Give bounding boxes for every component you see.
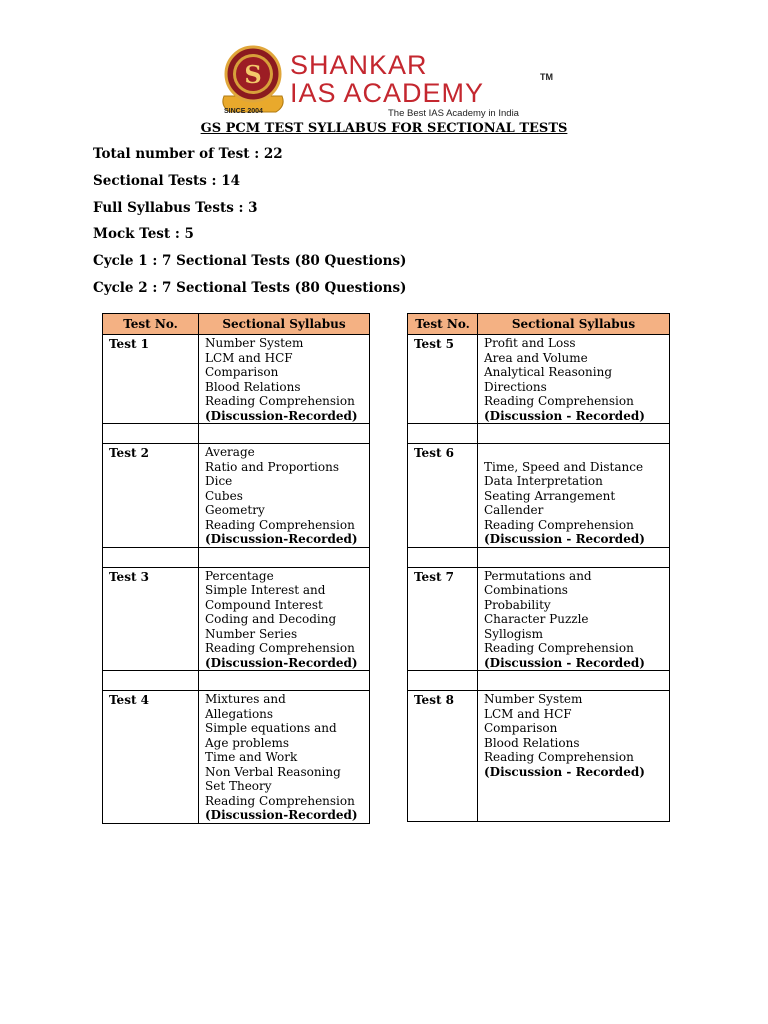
- brand-name-line2: IAS ACADEMY: [290, 78, 485, 108]
- table-row: [408, 444, 670, 548]
- test-number: Test 3: [103, 567, 199, 671]
- table-row: [103, 567, 370, 671]
- syllabus-item: Compound Interest: [205, 597, 323, 612]
- syllabus-item: Allegations: [205, 706, 274, 721]
- syllabus-item: Callender: [484, 503, 544, 517]
- syllabus-item: Coding and Decoding: [205, 612, 337, 626]
- since-label: SINCE 2004: [224, 108, 263, 115]
- full-syllabus-tests-line: Full Syllabus Tests : 3: [93, 200, 258, 216]
- test-number: Test 4: [103, 691, 199, 824]
- syllabus-list: [478, 691, 670, 822]
- cycle-1-line: Cycle 1 : 7 Sectional Tests (80 Questions): [93, 253, 407, 269]
- spacer-row: [408, 671, 670, 691]
- total-tests-line: Total number of Test : 22: [93, 146, 283, 162]
- syllabus-item: Average: [205, 445, 255, 459]
- syllabus-list: [199, 691, 370, 824]
- mock-test-line: Mock Test : 5: [93, 226, 194, 242]
- syllabus-item: Area and Volume: [484, 350, 588, 365]
- syllabus-list: [199, 444, 370, 548]
- sectional-tests-line: Sectional Tests : 14: [93, 173, 241, 189]
- syllabus-item: Analytical Reasoning: [484, 365, 613, 379]
- syllabus-item: Combinations: [484, 583, 568, 597]
- header-test-no: Test No.: [103, 314, 199, 335]
- syllabus-item: Cubes: [205, 488, 243, 503]
- syllabus-item: Simple Interest and: [205, 583, 326, 597]
- test-number: Test 5: [408, 335, 478, 424]
- discussion-note: (Discussion - Recorded): [484, 764, 645, 779]
- brand-tagline: The Best IAS Academy in India: [388, 108, 519, 119]
- discussion-note: (Discussion - Recorded): [484, 655, 645, 670]
- syllabus-list: [478, 335, 670, 424]
- syllabus-item: Reading Comprehension: [484, 641, 634, 655]
- syllabus-item: Time and Work: [205, 750, 298, 764]
- syllabus-list: [199, 335, 370, 424]
- syllabus-item: Percentage: [205, 568, 274, 583]
- discussion-note: (Discussion-Recorded): [205, 408, 358, 423]
- syllabus-item: Directions: [484, 379, 547, 394]
- syllabus-item: [484, 445, 669, 460]
- syllabus-item: Comparison: [484, 721, 558, 735]
- table-row: [408, 335, 670, 424]
- syllabus-item: Reading Comprehension: [205, 793, 355, 808]
- syllabus-item: Time, Speed and Distance: [484, 459, 644, 474]
- test-number: Test 1: [103, 335, 199, 424]
- syllabus-list: [478, 444, 670, 548]
- syllabus-item: Data Interpretation: [484, 474, 603, 488]
- syllabus-item: LCM and HCF: [484, 706, 572, 721]
- syllabus-item: Simple equations and: [205, 721, 337, 735]
- test-number: Test 7: [408, 567, 478, 671]
- table-row: [103, 691, 370, 824]
- syllabus-item: Ratio and Proportions: [205, 459, 339, 474]
- syllabus-item: Syllogism: [484, 626, 543, 641]
- syllabus-item: Comparison: [205, 365, 279, 379]
- syllabus-table-right: [407, 313, 670, 822]
- discussion-note: (Discussion - Recorded): [484, 532, 645, 546]
- syllabus-item: Number System: [484, 692, 583, 706]
- table-row: [103, 444, 370, 548]
- syllabus-item: Reading Comprehension: [484, 394, 634, 408]
- discussion-note: (Discussion - Recorded): [484, 408, 645, 423]
- syllabus-item: Probability: [484, 597, 551, 612]
- test-number: Test 6: [408, 444, 478, 548]
- test-number: Test 8: [408, 691, 478, 822]
- syllabus-item: Mixtures and: [205, 692, 286, 706]
- syllabus-item: LCM and HCF: [205, 350, 293, 365]
- test-number: Test 2: [103, 444, 199, 548]
- syllabus-item: Dice: [205, 474, 233, 488]
- header-sectional-syllabus: Sectional Syllabus: [199, 314, 370, 335]
- trademark-mark: TM: [540, 72, 553, 82]
- syllabus-list: [478, 567, 670, 671]
- syllabus-item: Blood Relations: [205, 379, 301, 394]
- syllabus-item: Character Puzzle: [484, 612, 589, 626]
- syllabus-item: Reading Comprehension: [205, 394, 355, 408]
- syllabus-item: Non Verbal Reasoning: [205, 764, 341, 779]
- syllabus-item: Reading Comprehension: [205, 641, 355, 655]
- cycle-2-line: Cycle 2 : 7 Sectional Tests (80 Questions): [93, 280, 407, 296]
- syllabus-item: Set Theory: [205, 779, 272, 793]
- syllabus-item: Blood Relations: [484, 735, 580, 750]
- table-row: [103, 335, 370, 424]
- spacer-row: [408, 547, 670, 567]
- syllabus-item: Number Series: [205, 626, 298, 641]
- spacer-row: [103, 547, 370, 567]
- syllabus-item: Number System: [205, 336, 304, 350]
- syllabus-item: Reading Comprehension: [484, 750, 634, 764]
- syllabus-item: Reading Comprehension: [205, 517, 355, 532]
- table-row: [408, 567, 670, 671]
- academy-logo: [218, 44, 558, 120]
- header-sectional-syllabus: Sectional Syllabus: [478, 314, 670, 335]
- spacer-row: [408, 424, 670, 444]
- syllabus-item: Profit and Loss: [484, 336, 576, 350]
- spacer-row: [103, 424, 370, 444]
- discussion-note: (Discussion-Recorded): [205, 655, 358, 670]
- syllabus-list: [199, 567, 370, 671]
- syllabus-item: Seating Arrangement: [484, 488, 616, 503]
- discussion-note: (Discussion-Recorded): [205, 808, 358, 822]
- syllabus-item: Age problems: [205, 735, 290, 750]
- spacer-row: [103, 671, 370, 691]
- document-title: GS PCM TEST SYLLABUS FOR SECTIONAL TESTS: [200, 121, 568, 136]
- table-row: [408, 691, 670, 822]
- syllabus-item: Geometry: [205, 503, 265, 517]
- header-test-no: Test No.: [408, 314, 478, 335]
- brand-name-line1: SHANKAR: [290, 50, 428, 80]
- syllabus-item: Reading Comprehension: [484, 517, 634, 532]
- emblem-letter: S: [244, 60, 262, 89]
- syllabus-item: Permutations and: [484, 568, 592, 583]
- discussion-note: (Discussion-Recorded): [205, 532, 358, 546]
- syllabus-table-left: [102, 313, 370, 824]
